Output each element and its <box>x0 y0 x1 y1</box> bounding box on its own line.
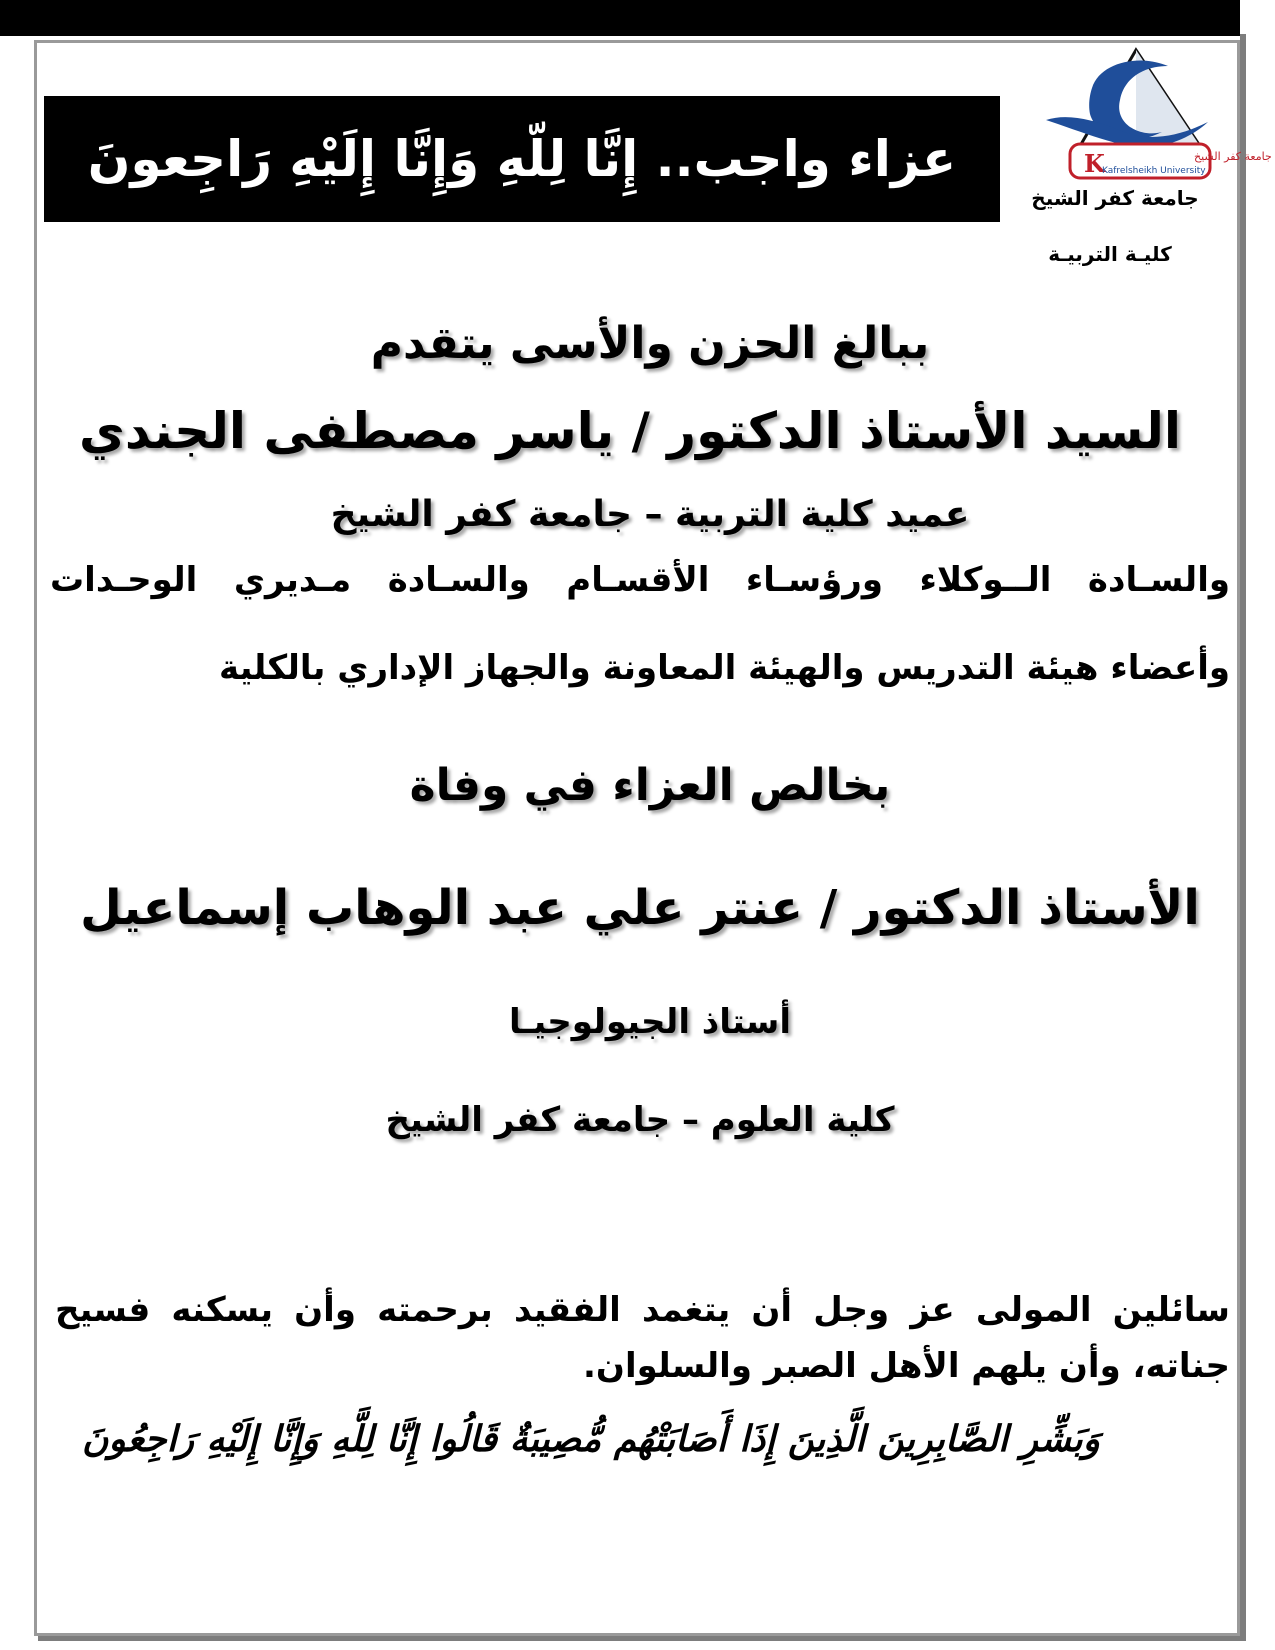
staff-line-1: والسـادة الــوكلاء ورؤسـاء الأقسـام والسـادة مـديري الوحـدات <box>50 560 1230 600</box>
frame-shadow-right <box>1240 34 1246 1638</box>
header-title: عزاء واجب.. إِنَّا لِلّهِ وَإِنَّا إِلَيْهِ رَاجِعونَ <box>87 130 957 188</box>
faculty-name: كليـة التربيـة <box>1048 242 1172 266</box>
logo-latin-text: Kafrelsheikh University <box>1102 166 1206 176</box>
university-logo <box>1040 44 1272 186</box>
staff-line-2: وأعضاء هيئة التدريس والهيئة المعاونة والجهاز الإداري بالكلية <box>219 648 1230 688</box>
frame-shadow-bottom <box>38 1636 1246 1641</box>
intro-line: ببالغ الحزن والأسى يتقدم <box>370 318 930 369</box>
logo-arabic-text: جامعة كفر الشيخ <box>1194 150 1272 163</box>
university-name: جامعة كفر الشيخ <box>1031 186 1199 210</box>
page-frame <box>34 40 1240 1636</box>
closing-prayer: سائلين المولى عز وجل أن يتغمد الفقيد برحمته وأن يسكنه فسيح جناته، وأن يلهم الأهل الصبر والسلوان. <box>55 1290 1230 1386</box>
deceased-name: الأستاذ الدكتور / عنتر علي عبد الوهاب إسماعيل <box>80 880 1200 936</box>
top-black-bar <box>0 0 1240 36</box>
dean-name: السيد الأستاذ الدكتور / ياسر مصطفى الجندي <box>79 402 1181 460</box>
header-banner <box>44 96 1000 222</box>
quran-verse: وَبَشِّرِ الصَّابِرِينَ الَّذِينَ إِذَا أَصَابَتْهُم مُّصِيبَةٌ قَالُوا إِنَّا لِلَّهِ وَإِنَّا إِلَيْهِ رَاجِعُونَ <box>81 1418 1100 1460</box>
condolence-line: بخالص العزاء في وفاة <box>409 760 891 811</box>
deceased-faculty: كلية العلوم – جامعة كفر الشيخ <box>385 1100 895 1140</box>
logo-k-letter: K <box>1084 149 1105 178</box>
deceased-position: أستاذ الجيولوجيـا <box>509 1002 791 1042</box>
dean-title: عميد كلية التربية – جامعة كفر الشيخ <box>330 494 970 535</box>
